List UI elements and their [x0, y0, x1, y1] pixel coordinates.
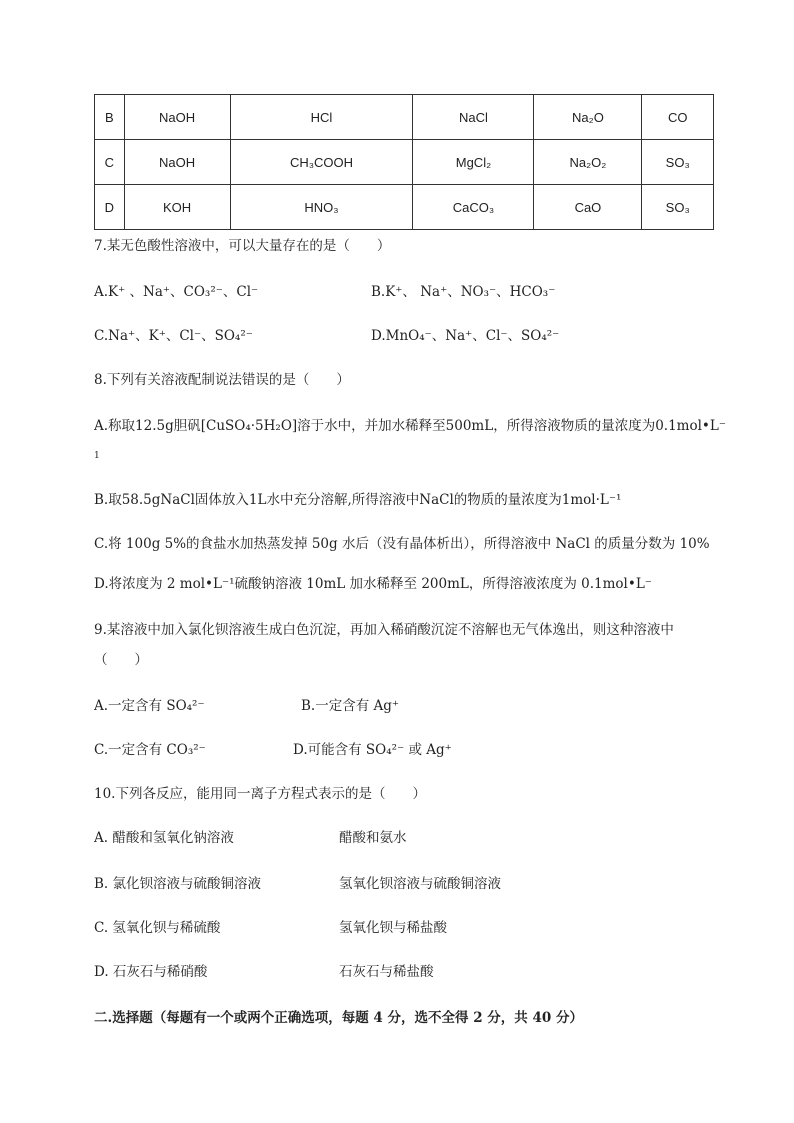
q8-option-d: D.将浓度为 2 mol•L⁻¹硫酸钠溶液 10mL 加水稀释至 200mL，所得溶液浓度为 0.1mol•L⁻	[94, 576, 652, 592]
q8-option-b: B.取58.5gNaCl固体放入1L水中充分溶解,所得溶液中NaCl的物质的量浓度为1mol·L⁻¹	[94, 492, 622, 508]
q8-stem: 8.下列有关溶液配制说法错误的是（ ）	[94, 372, 350, 388]
table-cell: CaCO₃	[413, 185, 534, 230]
table-cell: D	[95, 185, 125, 230]
q10-option-c-left: C. 氢氧化钡与稀硫酸	[94, 920, 221, 936]
q10-option-d-left: D. 石灰石与稀硝酸	[94, 964, 208, 980]
table-cell: NaCl	[413, 95, 534, 140]
table-row	[95, 95, 714, 140]
table-cell: CaO	[534, 185, 642, 230]
q9-option-b: B.一定含有 Ag⁺	[301, 698, 400, 714]
q10-option-d-right: 石灰石与稀盐酸	[339, 964, 434, 980]
table-cell: B	[95, 95, 125, 140]
section-2-heading: 二.选择题（每题有一个或两个正确选项，每题 4 分，选不全得 2 分，共 40 分）	[94, 1010, 583, 1026]
q10-option-b-right: 氢氧化钡溶液与硫酸铜溶液	[339, 876, 501, 892]
q10-option-c-right: 氢氧化钡与稀盐酸	[339, 920, 447, 936]
q9-stem: 9.某溶液中加入氯化钡溶液生成白色沉淀，再加入稀硝酸沉淀不溶解也无气体逸出，则这种溶液中	[94, 622, 674, 638]
table-cell: HNO₃	[230, 185, 413, 230]
table-cell: C	[95, 140, 125, 185]
q10-option-a-left: A. 醋酸和氢氧化钠溶液	[94, 830, 234, 846]
table-row	[95, 140, 714, 185]
table-cell: SO₃	[642, 140, 714, 185]
table-cell: MgCl₂	[413, 140, 534, 185]
options-table	[94, 94, 714, 230]
table-row	[95, 185, 714, 230]
q7-stem: 7.某无色酸性溶液中，可以大量存在的是（ ）	[94, 238, 391, 254]
q9-option-c: C.一定含有 CO₃²⁻	[94, 742, 206, 758]
table-cell: Na₂O₂	[534, 140, 642, 185]
q7-option-d: D.MnO₄⁻、Na⁺、Cl⁻、SO₄²⁻	[371, 328, 560, 344]
q9-option-a: A.一定含有 SO₄²⁻	[94, 698, 205, 714]
table-cell: SO₃	[642, 185, 714, 230]
q8-option-a-wrap: 1	[94, 451, 100, 461]
q10-option-b-left: B. 氯化钡溶液与硫酸铜溶液	[94, 876, 262, 892]
table-cell: CH₃COOH	[230, 140, 413, 185]
table-cell: CO	[642, 95, 714, 140]
q7-option-b: B.K⁺、 Na⁺、NO₃⁻、HCO₃⁻	[371, 284, 556, 300]
q10-option-a-right: 醋酸和氨水	[339, 830, 407, 846]
table-cell: HCl	[230, 95, 413, 140]
table-cell: NaOH	[124, 95, 230, 140]
table-cell: Na₂O	[534, 95, 642, 140]
q7-option-a: A.K⁺ 、Na⁺、CO₃²⁻、Cl⁻	[94, 284, 259, 300]
table-cell: KOH	[124, 185, 230, 230]
q9-option-d: D.可能含有 SO₄²⁻ 或 Ag⁺	[293, 742, 452, 758]
q8-option-a: A.称取12.5g胆矾[CuSO₄·5H₂O]溶于水中，并加水稀释至500mL，所得溶液物质的量浓度为0.1mol•L⁻	[94, 418, 726, 434]
q10-stem: 10.下列各反应，能用同一离子方程式表示的是（ ）	[94, 786, 426, 802]
q9-stem-wrap: （ ）	[94, 652, 148, 668]
q8-option-c: C.将 100g 5%的食盐水加热蒸发掉 50g 水后（没有晶体析出），所得溶液中 NaCl 的质量分数为 10%	[94, 536, 710, 552]
table-cell: NaOH	[124, 140, 230, 185]
q7-option-c: C.Na⁺、K⁺、Cl⁻、SO₄²⁻	[94, 328, 253, 344]
